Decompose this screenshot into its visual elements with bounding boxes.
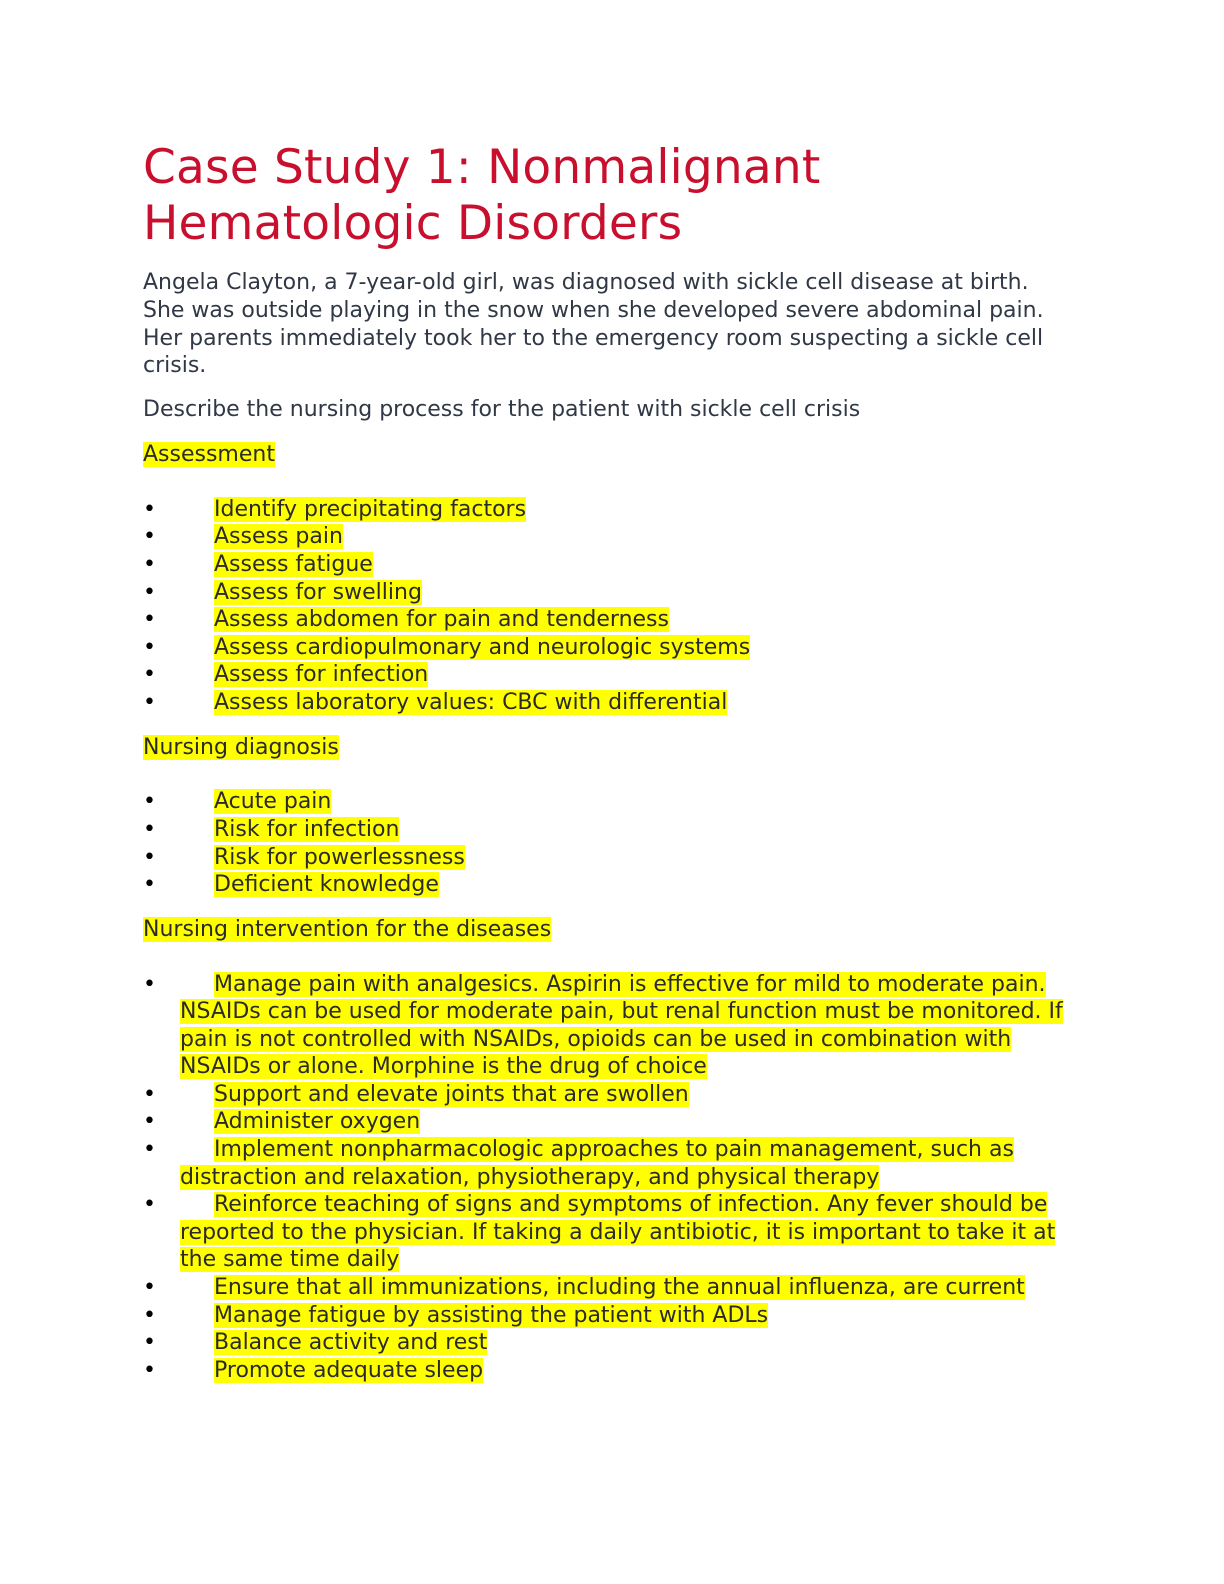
bullet-icon: •	[143, 524, 156, 550]
list-item	[143, 496, 1063, 524]
bullet-icon: •	[143, 844, 156, 870]
list-item	[143, 634, 1063, 662]
bullet-icon: •	[143, 579, 156, 605]
list-item	[143, 1274, 1063, 1302]
list-item	[143, 816, 1063, 844]
nursing-process-prompt: Describe the nursing process for the patient with sickle cell crisis	[143, 397, 861, 423]
list-item	[143, 579, 1063, 607]
document-title: Case Study 1: Nonmalignant Hematologic Disorders	[143, 140, 821, 251]
bullet-icon: •	[143, 816, 156, 842]
list-item-text: Assess for swelling	[214, 579, 422, 605]
list-item-text: Promote adequate sleep	[214, 1357, 484, 1383]
bullet-icon: •	[143, 1137, 156, 1163]
section-heading-assessment	[143, 441, 1063, 469]
case-intro-paragraph: Angela Clayton, a 7-year-old girl, was diagnosed with sickle cell disease at birth. She was outside playing in the snow when she developed severe abdominal pain. Her parents immediately took her to the emergency room suspecting a sickle cell crisis.	[143, 270, 1044, 379]
list-item-text: Manage fatigue by assisting the patient with ADLs	[214, 1302, 769, 1328]
section-heading-label: Nursing diagnosis	[143, 734, 339, 760]
section-heading-nursing-intervention	[143, 916, 1063, 944]
bullet-icon: •	[143, 1081, 156, 1107]
list-item	[143, 1136, 1063, 1191]
bullet-icon: •	[143, 1357, 156, 1383]
list-item	[143, 551, 1063, 579]
section-heading-label: Assessment	[143, 441, 275, 467]
list-item-text: Assess for infection	[214, 662, 429, 688]
bullet-icon: •	[143, 1302, 156, 1328]
list-item-text: Manage pain with analgesics. Aspirin is effective for mild to moderate pain. NSAIDs can be used for moderate pain, but renal function must be monitored. If pain is not controlled with NSAIDs, opioids can be used in combination with NSAIDs or alone. Morphine is the drug of choice	[180, 971, 1063, 1080]
section-heading-label: Nursing intervention for the diseases	[143, 916, 552, 942]
list-item	[143, 1357, 1063, 1385]
document-page	[143, 140, 1063, 1401]
nursing-intervention-list	[143, 971, 1063, 1385]
list-item	[143, 971, 1063, 1081]
bullet-icon: •	[143, 607, 156, 633]
bullet-icon: •	[143, 1330, 156, 1356]
list-item-text: Assess laboratory values: CBC with differential	[214, 689, 728, 715]
list-item-text: Assess abdomen for pain and tenderness	[214, 607, 669, 633]
list-item	[143, 689, 1063, 717]
list-item-text: Risk for powerlessness	[214, 844, 465, 870]
assessment-list	[143, 496, 1063, 717]
bullet-icon: •	[143, 496, 156, 522]
list-item-text: Reinforce teaching of signs and symptoms of infection. Any fever should be reported to the physician. If taking a daily antibiotic, it is important to take it at the same time daily	[180, 1192, 1056, 1273]
list-item-text: Implement nonpharmacologic approaches to pain management, such as distraction and relaxation, physiotherapy, and physical therapy	[180, 1137, 1014, 1190]
bullet-icon: •	[143, 551, 156, 577]
list-item-text: Acute pain	[214, 789, 332, 815]
list-item	[143, 1191, 1063, 1274]
list-item	[143, 1081, 1063, 1109]
list-item	[143, 1108, 1063, 1136]
list-item-text: Assess cardiopulmonary and neurologic systems	[214, 634, 751, 660]
list-item-text: Assess pain	[214, 524, 343, 550]
list-item	[143, 523, 1063, 551]
bullet-icon: •	[143, 872, 156, 898]
list-item	[143, 1329, 1063, 1357]
list-item-text: Ensure that all immunizations, including the annual influenza, are current	[214, 1275, 1025, 1301]
section-heading-nursing-diagnosis	[143, 734, 1063, 762]
list-item	[143, 844, 1063, 872]
bullet-icon: •	[143, 789, 156, 815]
bullet-icon: •	[143, 662, 156, 688]
list-item	[143, 871, 1063, 899]
bullet-icon: •	[143, 971, 156, 997]
bullet-icon: •	[143, 634, 156, 660]
list-item-text: Assess fatigue	[214, 551, 373, 577]
list-item-text: Support and elevate joints that are swollen	[214, 1081, 689, 1107]
bullet-icon: •	[143, 689, 156, 715]
list-item-text: Balance activity and rest	[214, 1330, 488, 1356]
bullet-icon: •	[143, 1109, 156, 1135]
list-item	[143, 606, 1063, 634]
list-item-text: Risk for infection	[214, 816, 400, 842]
list-item	[143, 1302, 1063, 1330]
list-item-text: Identify precipitating factors	[214, 496, 527, 522]
list-item	[143, 661, 1063, 689]
list-item-text: Deficient knowledge	[214, 872, 439, 898]
nursing-diagnosis-list	[143, 788, 1063, 898]
bullet-icon: •	[143, 1275, 156, 1301]
list-item	[143, 788, 1063, 816]
bullet-icon: •	[143, 1192, 156, 1218]
list-item-text: Administer oxygen	[214, 1109, 421, 1135]
